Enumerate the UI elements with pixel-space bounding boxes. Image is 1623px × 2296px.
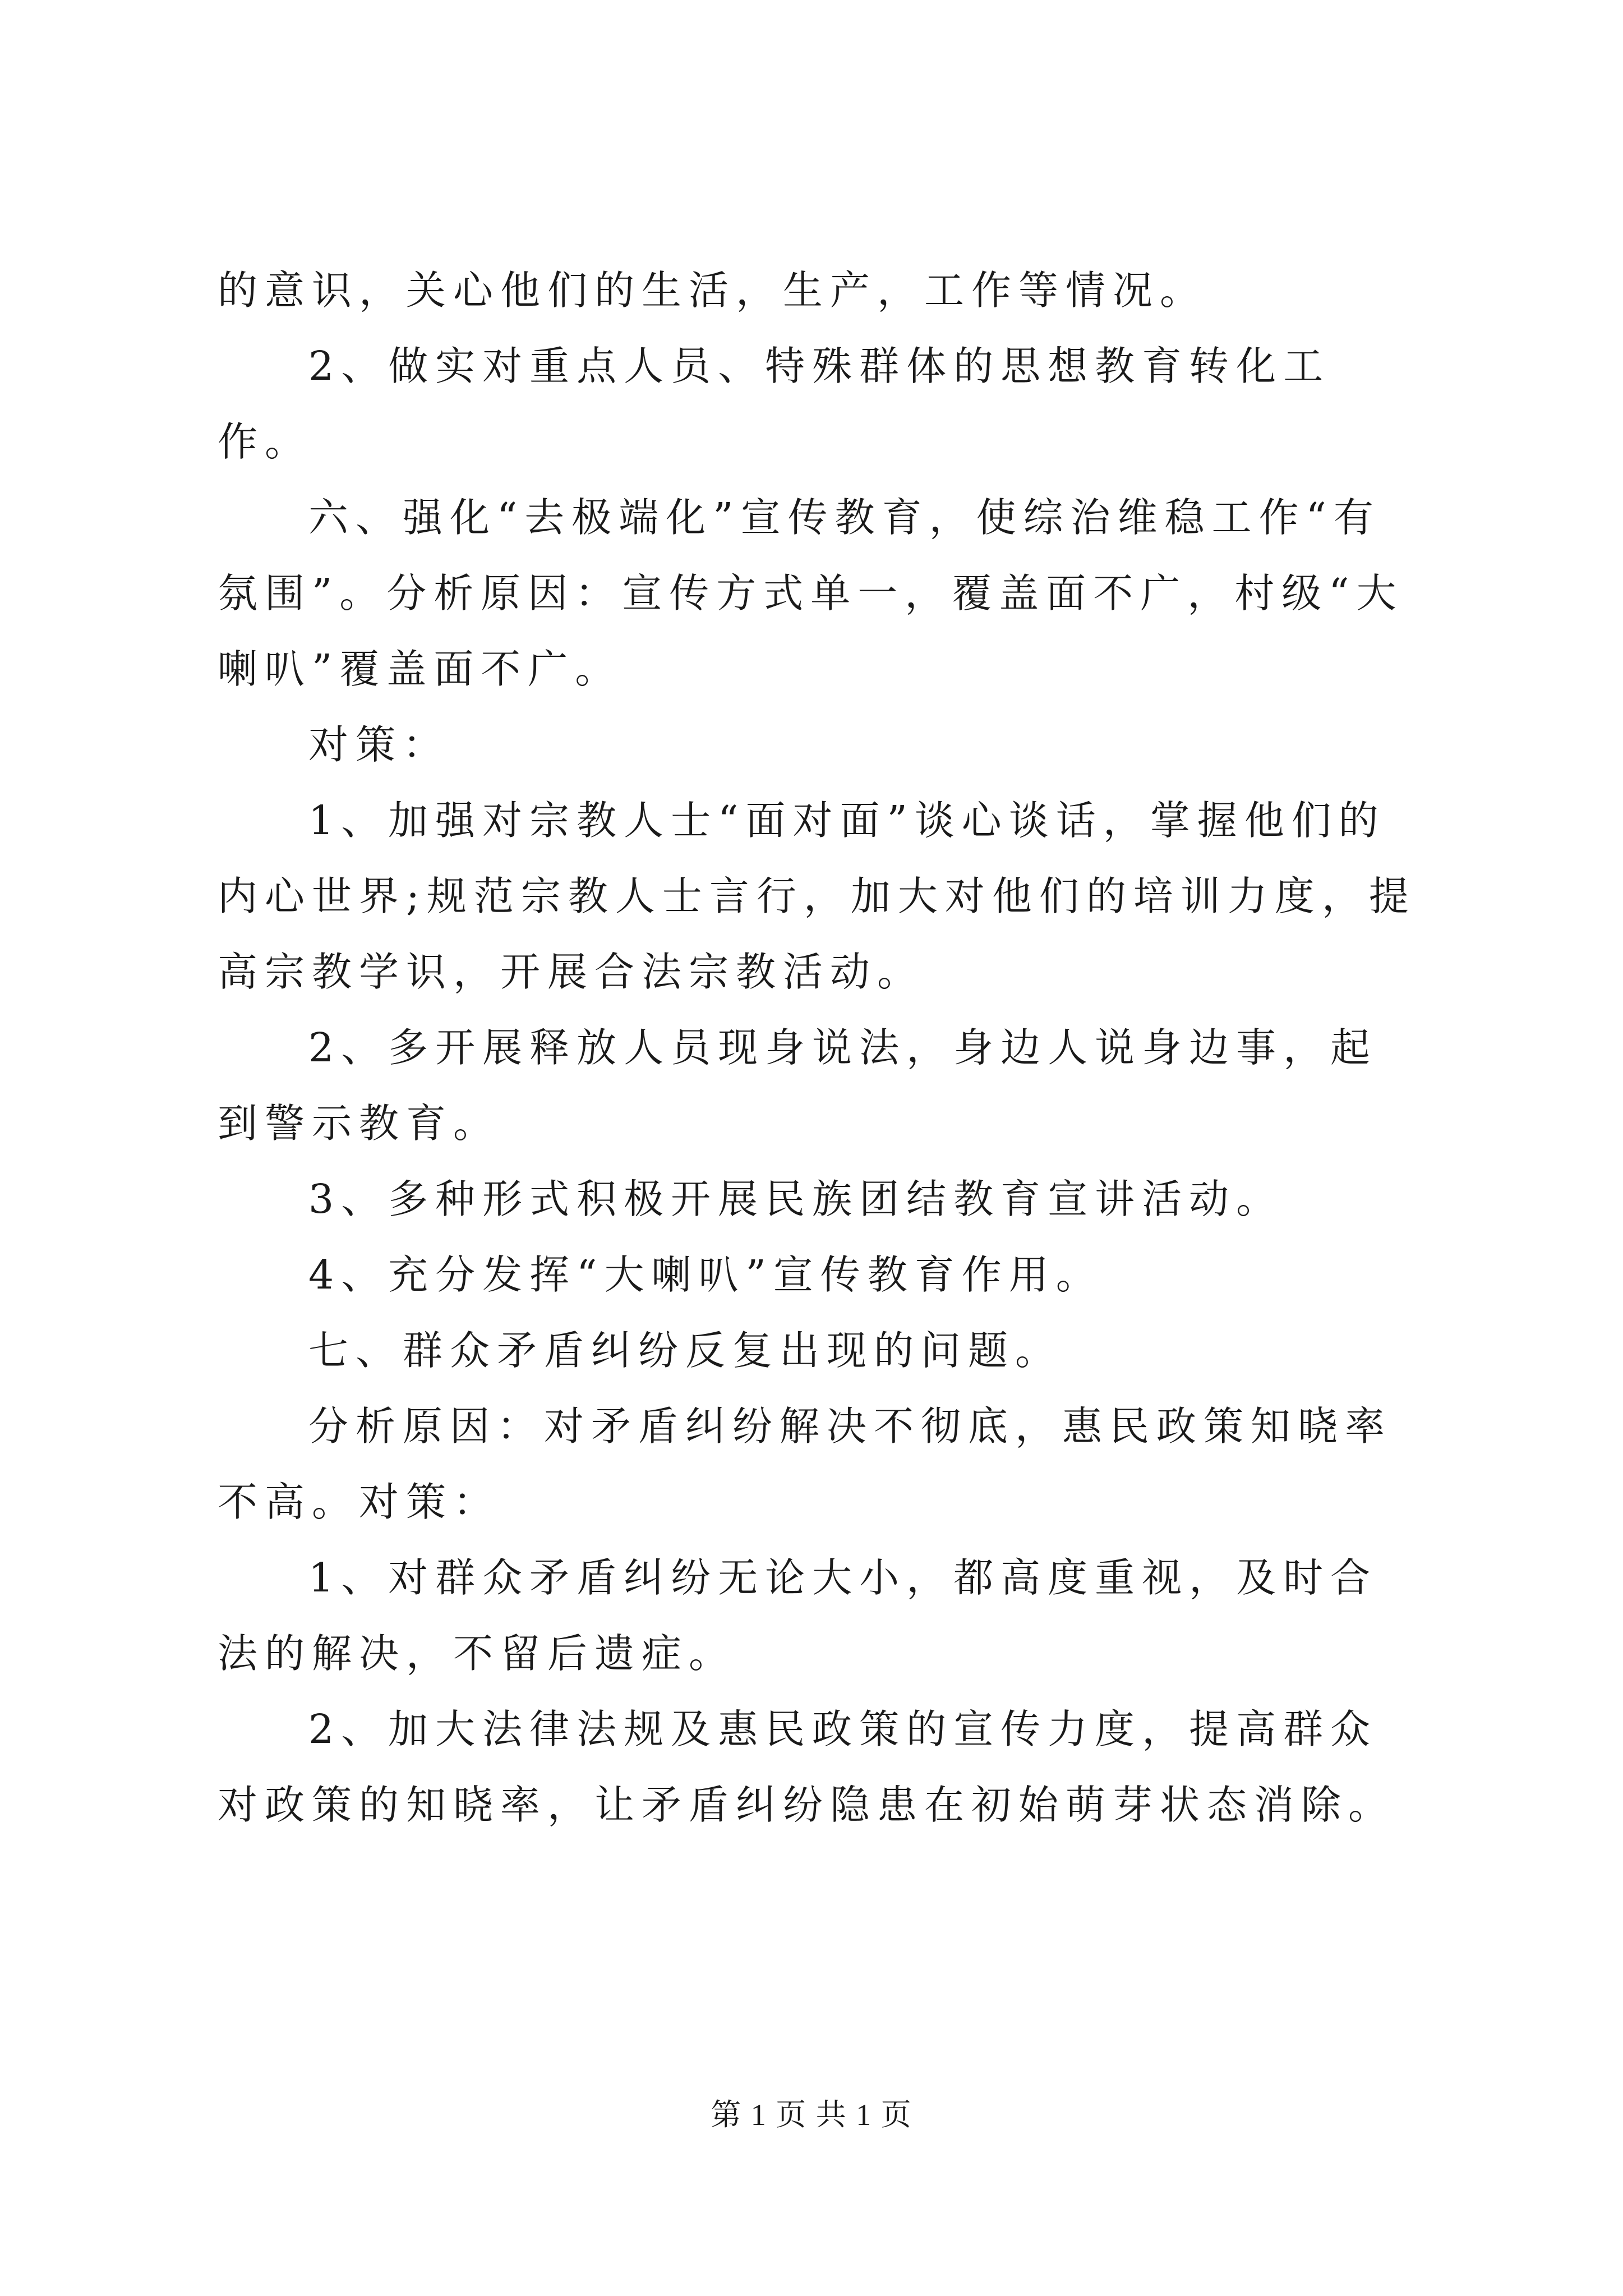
paragraph-12: 2、加大法律法规及惠民政策的宣传力度，提高群众对政策的知晓率，让矛盾纠纷隐患在初始萌芽状态消除。 bbox=[218, 1706, 1396, 1828]
paragraph-6: 2、多开展释放人员现身说法，身边人说身边事，起到警示教育。 bbox=[218, 1024, 1378, 1147]
document-body bbox=[218, 252, 1423, 1843]
paragraph-4: 对策： bbox=[308, 721, 450, 768]
paragraph-2: 2、做实对重点人员、特殊群体的思想教育转化工作。 bbox=[218, 343, 1331, 465]
page-footer: 第 1 页 共 1 页 bbox=[711, 2098, 912, 2132]
paragraph-1: 的意识，关心他们的生活，生产，工作等情况。 bbox=[218, 267, 1207, 314]
paragraph-10: 分析原因：对矛盾纠纷解决不彻底，惠民政策知晓率不高。对策： bbox=[218, 1403, 1393, 1525]
paragraph-11: 1、对群众矛盾纠纷无论大小，都高度重视，及时合法的解决，不留后遗症。 bbox=[218, 1554, 1378, 1677]
paragraph-3: 六、强化“去极端化”宣传教育，使综治维稳工作“有氛围”。分析原因：宣传方式单一，覆盖面不广，村级“大喇叭”覆盖面不广。 bbox=[218, 494, 1404, 692]
paragraph-9: 七、群众矛盾纠纷反复出现的问题。 bbox=[308, 1327, 1063, 1374]
paragraph-5: 1、加强对宗教人士“面对面”谈心谈话，掌握他们的内心世界;规范宗教人士言行，加大对他们的培训力度，提高宗教学识，开展合法宗教活动。 bbox=[218, 797, 1416, 995]
paragraph-8: 4、充分发挥“大喇叭”宣传教育作用。 bbox=[308, 1251, 1103, 1298]
paragraph-7: 3、多种形式积极开展民族团结教育宣讲活动。 bbox=[308, 1176, 1284, 1222]
